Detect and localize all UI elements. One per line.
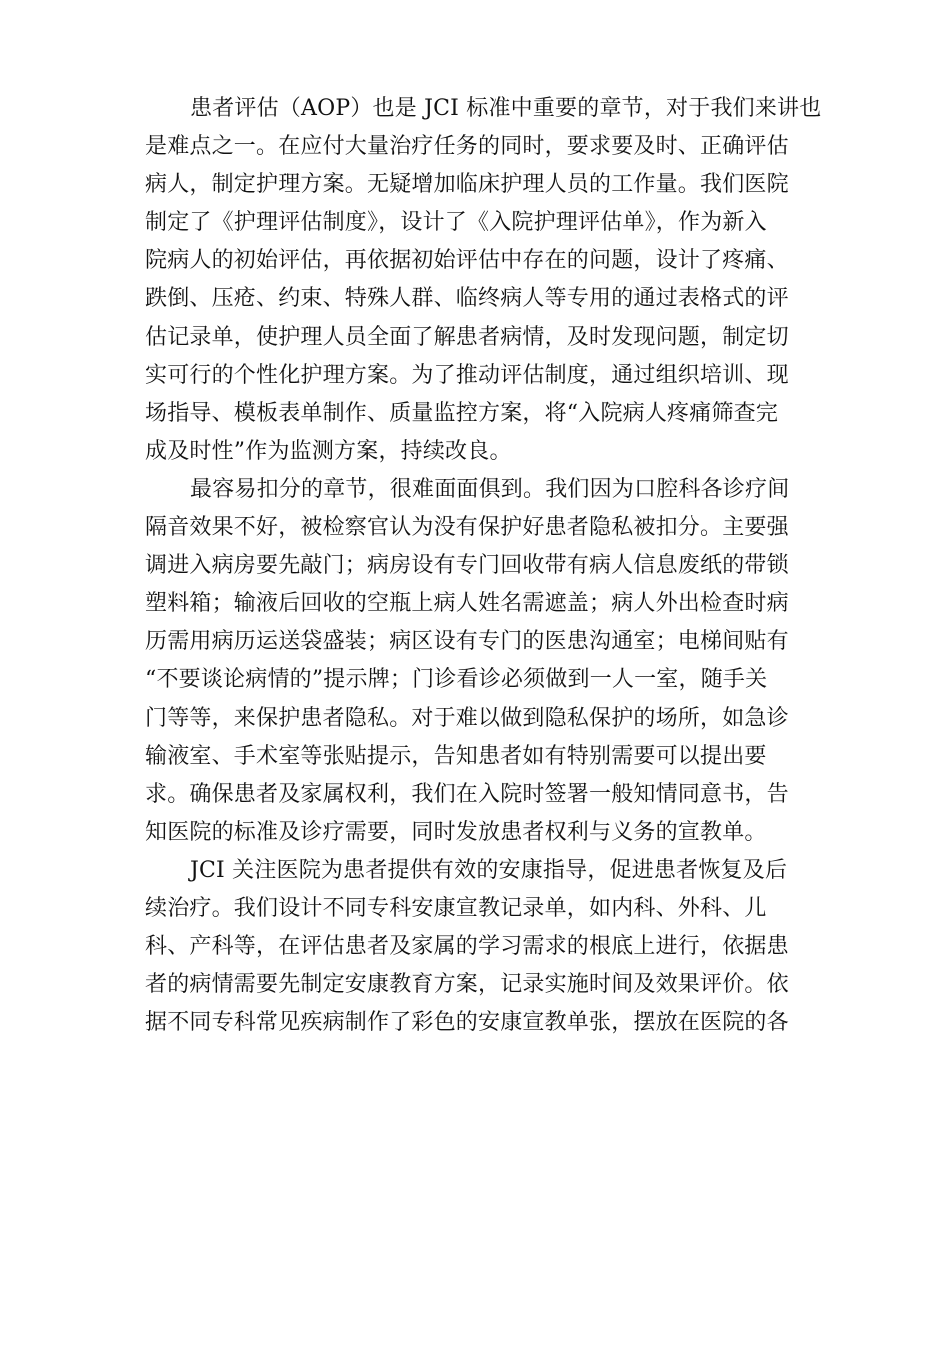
- text-line: 历需用病历运送袋盛装；病区设有专门的医患沟通室；电梯间贴有: [145, 629, 789, 655]
- text-line: 估记录单，使护理人员全面了解患者病情，及时发现问题，制定切: [145, 324, 789, 350]
- text-line: 输液室、手术室等张贴提示，告知患者如有特别需要可以提出要: [145, 743, 767, 769]
- text-line: 跌倒、压疮、约束、特殊人群、临终病人等专用的通过表格式的评: [145, 286, 789, 312]
- text-line: 求。确保患者及家属权利，我们在入院时签署一般知情同意书，告: [145, 781, 789, 807]
- text-line: JCI 关注医院为患者提供有效的安康指导，促进患者恢复及后: [190, 857, 788, 883]
- text-line: “不要谈论病情的”提示牌；门诊看诊必须做到一人一室，随手关: [145, 667, 768, 693]
- text-line: 是难点之一。在应付大量治疗任务的同时，要求要及时、正确评估: [145, 134, 789, 160]
- text-line: 知医院的标准及诊疗需要，同时发放患者权利与义务的宣教单。: [145, 819, 767, 845]
- text-line: 病人，制定护理方案。无疑增加临床护理人员的工作量。我们医院: [145, 172, 789, 198]
- text-line: 最容易扣分的章节，很难面面俱到。我们因为口腔科各诊疗间: [190, 476, 790, 502]
- text-line: 者的病情需要先制定安康教育方案，记录实施时间及效果评价。依: [145, 972, 789, 998]
- text-line: 实可行的个性化护理方案。为了推动评估制度，通过组织培训、现: [145, 362, 789, 388]
- text-line: 隔音效果不好，被检察官认为没有保护好患者隐私被扣分。主要强: [145, 515, 789, 541]
- text-line: 科、产科等，在评估患者及家属的学习需求的根底上进行，依据患: [145, 934, 789, 960]
- text-line: 场指导、模板表单制作、质量监控方案，将“入院病人疼痛筛查完: [145, 400, 779, 426]
- text-line: 续治疗。我们设计不同专科安康宣教记录单，如内科、外科、儿: [145, 895, 767, 921]
- text-line: 门等等，来保护患者隐私。对于难以做到隐私保护的场所，如急诊: [145, 705, 789, 731]
- paragraph-patient-privacy: [145, 471, 810, 852]
- text-line: 制定了《护理评估制度》，设计了《入院护理评估单》，作为新入: [145, 210, 767, 236]
- text-line: 患者评估（AOP）也是 JCI 标准中重要的章节，对于我们来讲也: [190, 96, 822, 121]
- text-line: 成及时性”作为监测方案，持续改良。: [145, 438, 512, 464]
- text-line: 调进入病房要先敲门；病房设有专门回收带有病人信息废纸的带锁: [145, 553, 789, 579]
- text-line: 塑料箱；输液后回收的空瓶上病人姓名需遮盖；病人外出检查时病: [145, 591, 789, 617]
- text-line: 据不同专科常见疾病制作了彩色的安康宣教单张，摆放在医院的各: [145, 1010, 789, 1036]
- text-line: 院病人的初始评估，再依据初始评估中存在的问题，设计了疼痛、: [145, 248, 789, 274]
- paragraph-patient-assessment: [145, 90, 822, 471]
- body-text: [145, 90, 822, 1042]
- paragraph-health-education: [145, 852, 810, 1042]
